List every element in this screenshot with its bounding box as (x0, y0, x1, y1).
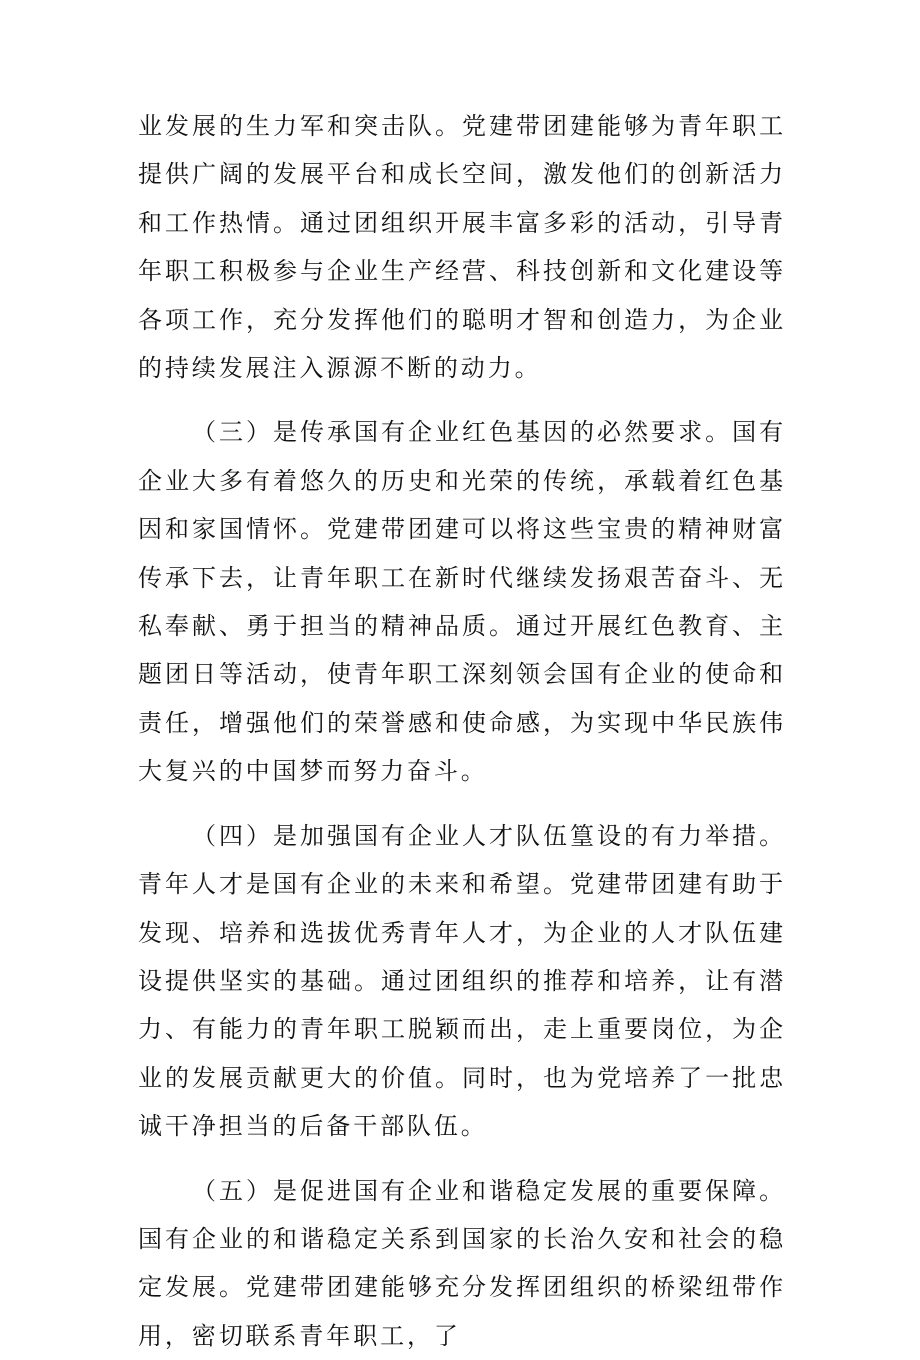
paragraph-continuation: 业发展的生力军和突击队。党建带团建能够为青年职工提供广阔的发展平台和成长空间，激发他们的创新活力和工作热情。通过团组织开展丰富多彩的活动，引导青年职工积极参与企业生产经营、科技创新和文化建设等各项工作，充分发挥他们的聪明才智和创造力，为企业的持续发展注入源源不断的动力。 (138, 112, 786, 383)
paragraph-section-four: （四）是加强国有企业人才队伍篁设的有力举措。青年人才是国有企业的未来和希望。党建带团建有助于发现、培养和选拔优秀青年人才，为企业的人才队伍建设提供坚实的基础。通过团组织的推荐和培养，让有潜力、有能力的青年职工脱颖而出，走上重要岗位，为企业的发展贡献更大的价值。同时，也为党培养了一批忠诚干净担当的后备干部队伍。 (138, 821, 786, 1141)
document-body (138, 102, 786, 1360)
paragraph-section-five: （五）是促进国有企业和谐稳定发展的重要保障。国有企业的和谐稳定关系到国家的长治久安和社会的稳定发展。党建带团建能够充分发挥团组织的桥梁纽带作用，密切联系青年职工，了 (138, 1176, 786, 1350)
paragraph-section-three: （三）是传承国有企业红色基因的必然要求。国有企业大多有着悠久的历史和光荣的传统，承载着红色基因和家国情怀。党建带团建可以将这些宝贵的精神财富传承下去，让青年职工在新时代继续发扬艰苦奋斗、无私奉献、勇于担当的精神品质。通过开展红色教育、主题团日等活动，使青年职工深刻领会国有企业的使命和责任，增强他们的荣誉感和使命感，为实现中华民族伟大复兴的中国梦而努力奋斗。 (138, 418, 786, 786)
